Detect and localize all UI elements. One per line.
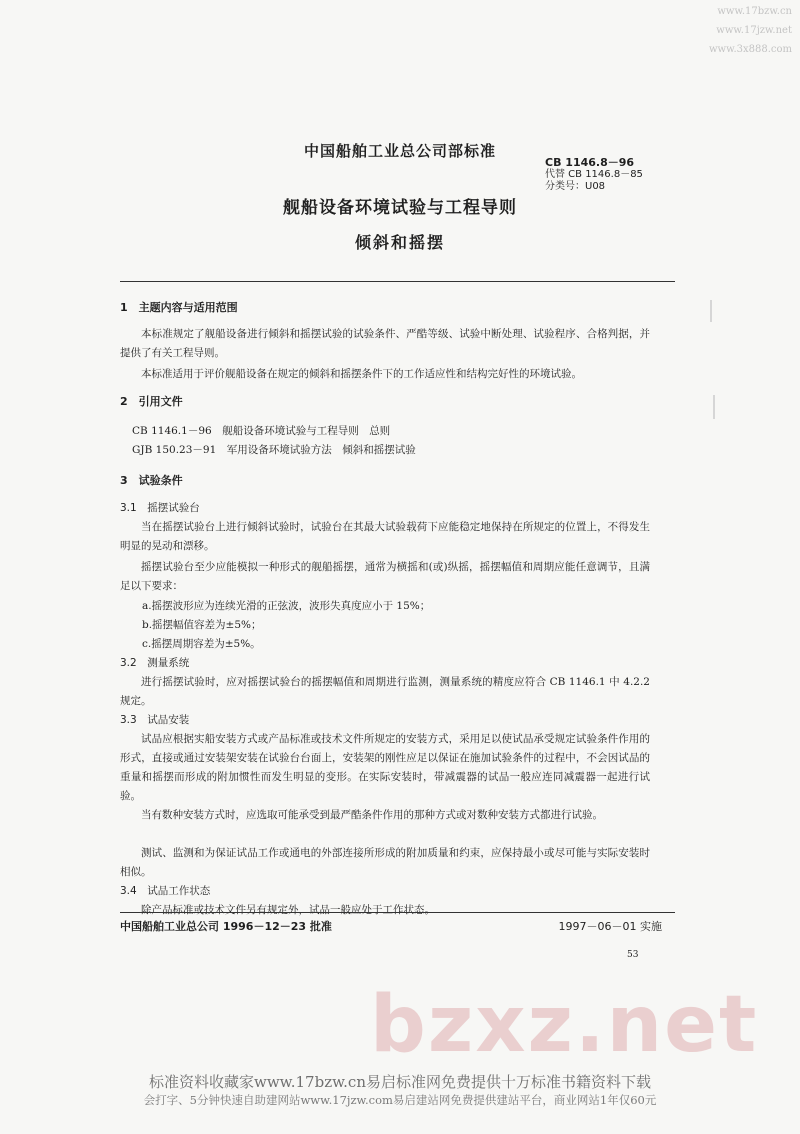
- section-3-3-heading: 3.3 试品安装: [120, 714, 190, 726]
- standard-code-block: [545, 157, 643, 193]
- section-3-2-paragraph-1: 进行摇摆试验时，应对摇摆试验台的摇摆幅值和周期进行监测，测量系统的精度应符合 CB 1146.1 中 4.2.2 规定。: [120, 676, 650, 707]
- document-subtitle: 倾斜和摇摆: [354, 233, 445, 252]
- section-3-3-paragraph-3: 测试、监测和为保证试品工作或通电的外部连接所形成的附加质量和约束，应保持最小或尽可能与实际安装时相似。: [120, 847, 650, 878]
- reference-2: GJB 150.23－91 军用设备环境试验方法 倾斜和摇摆试验: [132, 444, 416, 456]
- section-1-paragraph-2: 本标准适用于评价舰船设备在规定的倾斜和摇摆条件下的工作适应性和结构完好性的环境试验。: [141, 368, 582, 380]
- standard-code: CB 1146.8－96: [545, 156, 635, 169]
- requirement-a: a.摇摆波形应为连续光滑的正弦波，波形失真度应小于 15%；: [142, 600, 431, 612]
- section-1-paragraph-1: 本标准规定了舰船设备进行倾斜和摇摆试验的试验条件、严酷等级、试验中断处理、试验程序、合格判据，并提供了有关工程导则。: [120, 328, 650, 359]
- effective-date: 1997－06－01 实施: [558, 920, 662, 933]
- classification-number: 分类号：U08: [545, 181, 606, 192]
- issuing-organization: 中国船舶工业总公司部标准: [303, 142, 496, 160]
- requirement-c: c.摇摆周期容差为±5%。: [142, 638, 261, 650]
- section-2-heading: 2 引用文件: [120, 395, 183, 408]
- watermark-url-3: www.3x888.com: [708, 44, 792, 55]
- section-3-1-paragraph-1: 当在摇摆试验台上进行倾斜试验时，试验台在其最大试验载荷下应能稳定地保持在所规定的位置上，不得发生明显的晃动和漂移。: [120, 521, 650, 552]
- section-1-heading: 1 主题内容与适用范围: [120, 301, 238, 314]
- replaces-code: 代替 CB 1146.8－85: [545, 169, 643, 180]
- section-3-heading: 3 试验条件: [120, 474, 183, 487]
- watermark-caption-1: 标准资料收藏家www.17bzw.cn易启标准网免费提供十万标准书籍资料下载: [149, 1073, 651, 1091]
- scan-artifact: [713, 395, 715, 419]
- page-number: 53: [627, 950, 639, 960]
- scan-artifact: [710, 300, 712, 322]
- section-3-2-heading: 3.2 测量系统: [120, 657, 190, 669]
- section-3-3-paragraph-2: 当有数种安装方式时，应选取可能承受到最严酷条件作用的那种方式或对数种安装方式都进行试验。: [141, 809, 603, 821]
- watermark-url-2: www.17jzw.net: [716, 25, 792, 36]
- section-3-4-paragraph-1: 除产品标准或技术文件另有规定外，试品一般应处于工作状态。: [141, 904, 435, 916]
- section-3-1-paragraph-2: 摇摆试验台至少应能模拟一种形式的舰船摇摆，通常为横摇和(或)纵摇，摇摆幅值和周期应能任意调节，且满足以下要求：: [120, 561, 650, 592]
- watermark-caption-2: 会打字、5分钟快速自助建网站www.17jzw.com易启建站网免费提供建站平台，商业网站1年仅60元: [143, 1093, 657, 1107]
- section-3-3-paragraph-1: 试品应根据实船安装方式或产品标准或技术文件所规定的安装方式，采用足以使试品承受规定试验条件作用的形式，直接或通过安装架安装在试验台台面上，安装架的刚性应足以保证在施加试验条件的过程中，不会因试品的重量和摇摆而形成的附加惯性而发生明显的变形。在实际安装时，带减震器的试品一般应连同减震器一起进行试验。: [120, 733, 650, 802]
- site-watermark-logo: bzxz.net: [370, 980, 759, 1070]
- watermark-url-1: www.17bzw.cn: [717, 6, 792, 17]
- footer-divider: [120, 912, 675, 913]
- section-3-1-heading: 3.1 摇摆试验台: [120, 502, 200, 514]
- requirement-b: b.摇摆幅值容差为±5%；: [142, 619, 262, 631]
- reference-1: CB 1146.1－96 舰船设备环境试验与工程导则 总则: [132, 425, 391, 437]
- header-divider: [120, 281, 675, 282]
- top-watermark: [709, 2, 792, 59]
- document-title: 舰船设备环境试验与工程导则: [283, 198, 517, 218]
- approval-line: 中国船舶工业总公司 1996－12－23 批准: [120, 920, 332, 933]
- section-3-4-heading: 3.4 试品工作状态: [120, 885, 211, 897]
